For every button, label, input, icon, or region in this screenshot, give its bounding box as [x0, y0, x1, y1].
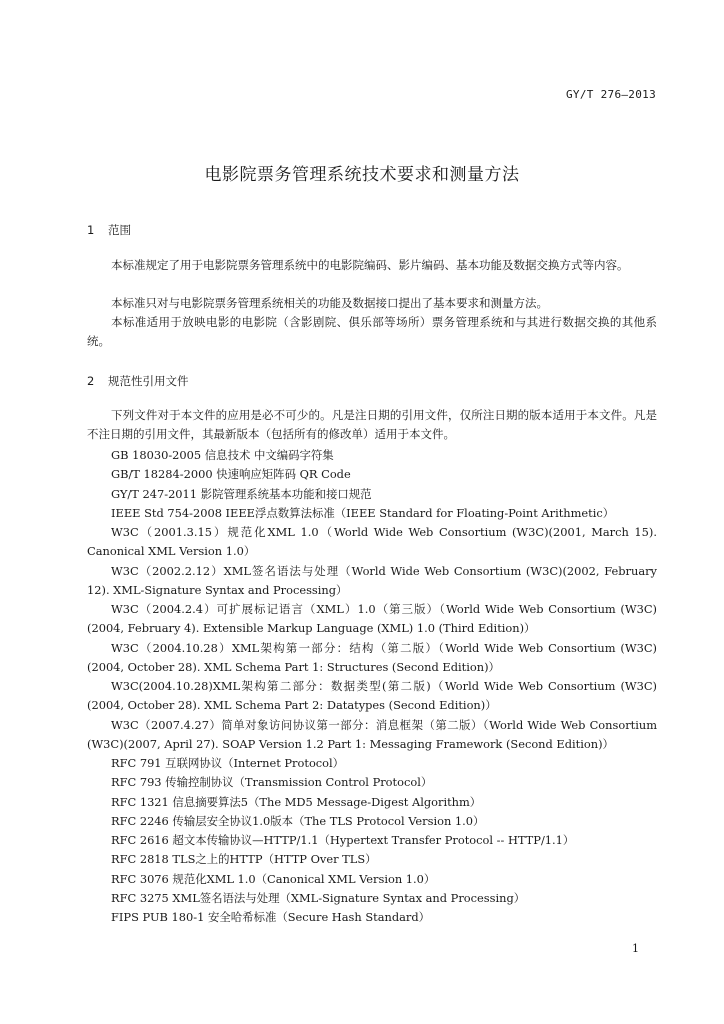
section-1-title: 范围 — [108, 223, 131, 237]
reference-item: RFC 2818 TLS之上的HTTP（HTTP Over TLS） — [111, 852, 377, 867]
standard-code: GY/T 276—2013 — [566, 88, 656, 101]
reference-item: W3C（2002.2.12）XML签名语法与处理（World Wide Web Consortium (W3C)(2002, February 12). XML-Signature Syntax and Processing） — [87, 563, 657, 597]
reference-item: GB/T 18284-2000 快速响应矩阵码 QR Code — [111, 467, 351, 482]
section-1-number: 1 — [87, 223, 95, 237]
section-2-number: 2 — [87, 374, 95, 388]
section-2-intro: 下列文件对于本文件的应用是必不可少的。凡是注日期的引用文件，仅所注日期的版本适用于本文件。凡是不注日期的引用文件，其最新版本（包括所有的修改单）适用于本文件。 — [87, 408, 657, 442]
reference-item: IEEE Std 754-2008 IEEE浮点数算法标准（IEEE Standard for Floating-Point Arithmetic） — [111, 505, 615, 520]
section-2-title: 规范性引用文件 — [108, 374, 189, 388]
section-1-paragraph: 本标准适用于放映电影的电影院（含影剧院、俱乐部等场所）票务管理系统和与其进行数据交换的其他系统。 — [87, 315, 657, 349]
reference-item: GY/T 247-2011 影院管理系统基本功能和接口规范 — [111, 486, 372, 501]
reference-item: W3C（2001.3.15）规范化XML 1.0（World Wide Web Consortium (W3C)(2001, March 15). Canonical XML Version 1.0） — [87, 525, 657, 559]
section-1-paragraph: 本标准只对与电影院票务管理系统相关的功能及数据接口提出了基本要求和测量方法。 — [111, 296, 548, 310]
reference-item: W3C（2007.4.27）简单对象访问协议第一部分：消息框架（第二版）（World Wide Web Consortium (W3C)(2007, April 27). SOAP Version 1.2 Part 1: Messaging Framework (Second Edition)） — [87, 717, 657, 751]
reference-item: W3C(2004.10.28)XML架构第二部分：数据类型(第二版)（World Wide Web Consortium (W3C)(2004, October 28). XML Schema Part 2: Datatypes (Second Edition)） — [87, 679, 657, 713]
page-number: 1 — [632, 942, 639, 955]
reference-item: RFC 2616 超文本传输协议—HTTP/1.1（Hypertext Transfer Protocol -- HTTP/1.1） — [111, 833, 575, 847]
reference-item: W3C（2004.10.28）XML架构第一部分：结构（第二版）（World Wide Web Consortium (W3C) (2004, October 28). XML Schema Part 1: Structures (Second Edition)） — [87, 640, 657, 674]
reference-item: RFC 1321 信息摘要算法5（The MD5 Message-Digest Algorithm） — [111, 794, 482, 809]
reference-list — [87, 446, 657, 927]
section-2-heading — [87, 373, 189, 389]
reference-item: RFC 2246 传输层安全协议1.0版本（The TLS Protocol Version 1.0） — [111, 813, 485, 828]
section-1-heading — [87, 222, 131, 238]
reference-item: FIPS PUB 180-1 安全哈希标准（Secure Hash Standard） — [111, 910, 431, 924]
reference-item: RFC 3076 规范化XML 1.0（Canonical XML Version 1.0） — [111, 871, 436, 886]
section-1-paragraph: 本标准规定了用于电影院票务管理系统中的电影院编码、影片编码、基本功能及数据交换方式等内容。 — [111, 258, 629, 272]
reference-item: W3C（2004.2.4）可扩展标记语言（XML）1.0（第三版）（World Wide Web Consortium (W3C) (2004, February 4). Extensible Markup Language (XML) 1.0 (Third Edition)） — [87, 602, 657, 636]
reference-item: RFC 793 传输控制协议（Transmission Control Protocol） — [111, 775, 433, 790]
reference-item: RFC 3275 XML签名语法与处理（XML-Signature Syntax and Processing） — [111, 890, 526, 905]
reference-item: GB 18030-2005 信息技术 中文编码字符集 — [111, 448, 334, 462]
reference-item: RFC 791 互联网协议（Internet Protocol） — [111, 756, 345, 770]
document-title: 电影院票务管理系统技术要求和测量方法 — [204, 165, 520, 185]
